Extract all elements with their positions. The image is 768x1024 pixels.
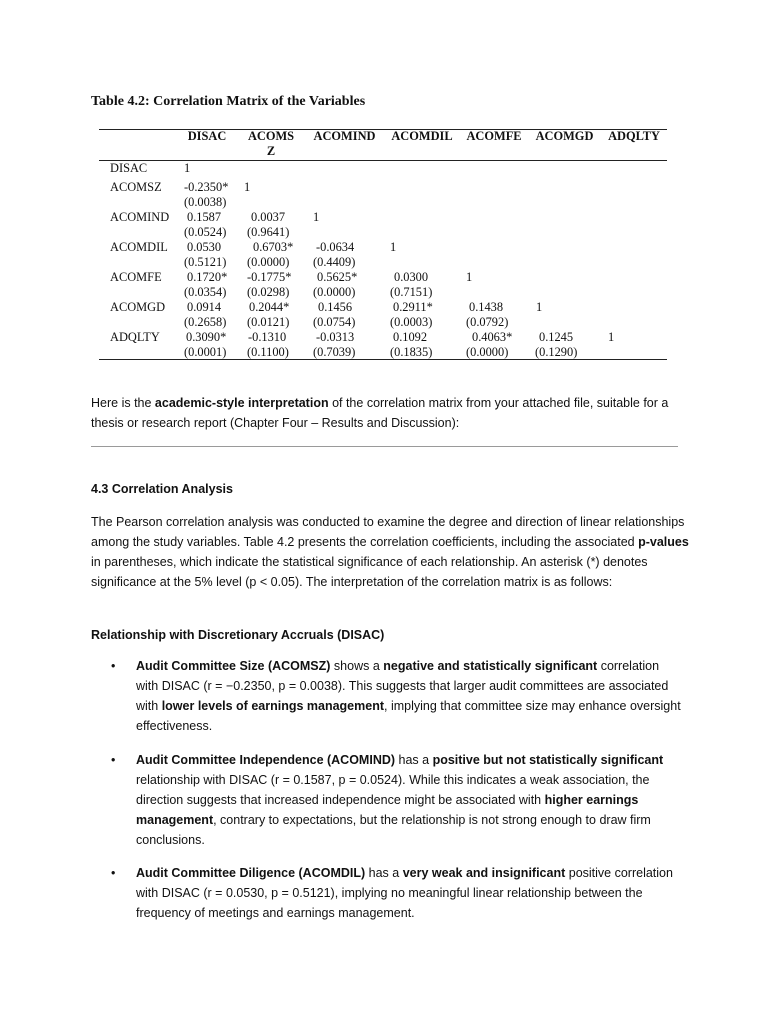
cell-r: 0.1456 — [318, 300, 353, 314]
cell-p: (0.9641) — [247, 225, 290, 239]
col-header-acomind: ACOMIND — [313, 129, 376, 143]
cell-p: (0.0524) — [184, 225, 227, 239]
cell-r: -0.1310 — [248, 330, 287, 344]
row-label-adqlty: ADQLTY — [110, 330, 160, 344]
row-label-acomsz: ACOMSZ — [110, 180, 162, 194]
row-label-acomind: ACOMIND — [110, 210, 170, 224]
cell-r: 0.4063* — [472, 330, 513, 344]
cell-r: 0.0530 — [187, 240, 222, 254]
cell-p: (0.7039) — [313, 345, 356, 359]
intro-emphasis: academic-style interpretation — [154, 396, 329, 410]
cell-r: 0.2044* — [249, 300, 290, 314]
cell-r: 1 — [313, 210, 320, 224]
cell-p: (0.2658) — [184, 315, 227, 329]
row-label-disac: DISAC — [110, 161, 148, 175]
col-header-acomgd: ACOMGD — [535, 129, 594, 143]
item-emphasis: higher earnings management — [136, 793, 639, 827]
cell-r: 0.1587 — [187, 210, 222, 224]
cell-r: 1 — [608, 330, 615, 344]
cell-r: 1 — [390, 240, 397, 254]
cell-r: 0.3090* — [186, 330, 227, 344]
col-header-acomfe: ACOMFE — [466, 129, 522, 143]
bullet-icon: • — [111, 659, 116, 673]
list-item — [91, 750, 681, 850]
cell-r: -0.0313 — [316, 330, 355, 344]
cell-p: (0.0003) — [390, 315, 433, 329]
list-item — [91, 863, 681, 923]
cell-p: (0.4409) — [313, 255, 356, 269]
cell-p: (0.5121) — [184, 255, 227, 269]
row-label-acomdil: ACOMDIL — [110, 240, 168, 254]
cell-p: (0.0121) — [247, 315, 290, 329]
cell-r: 0.2911* — [393, 300, 433, 314]
item-text: has a — [395, 753, 433, 767]
cell-r: -0.0634 — [316, 240, 355, 254]
cell-p: (0.0000) — [466, 345, 509, 359]
item-text: , implying that committee size may enhance oversight effectiveness. — [136, 699, 681, 733]
item-emphasis: negative and statistically significant — [383, 659, 598, 673]
variable-name: Audit Committee Diligence (ACOMDIL) — [136, 866, 366, 880]
paragraph-emphasis: p-values — [638, 535, 689, 549]
item-text: , contrary to expectations, but the relationship is not strong enough to draw firm conclusions. — [136, 813, 651, 847]
cell-p: (0.0298) — [247, 285, 290, 299]
variable-name: Audit Committee Independence (ACOMIND) — [136, 753, 396, 767]
cell-p: (0.1100) — [247, 345, 289, 359]
paragraph-text: The Pearson correlation analysis was conducted to examine the degree and direction of linear relationships among the study variables. Table 4.2 presents the correlation coefficients, including the associated — [91, 515, 685, 549]
cell-r: 0.0300 — [394, 270, 429, 284]
cell-r: 1 — [466, 270, 473, 284]
item-emphasis: positive but not statistically significant — [432, 753, 664, 767]
intro-text: of the correlation matrix from your attached file, suitable for a thesis or research report (Chapter Four – Results and Discussion): — [91, 396, 669, 430]
item-text: has a — [365, 866, 403, 880]
list-item — [91, 656, 681, 736]
intro-paragraph — [91, 393, 691, 433]
cell-p: (0.0000) — [313, 285, 356, 299]
paragraph-text: in parentheses, which indicate the statistical significance of each relationship. An asterisk (*) denotes significance at the 5% level (p < 0.05). The interpretation of the correlation matrix is as follows: — [91, 555, 648, 589]
subheading: Relationship with Discretionary Accruals (DISAC) — [91, 628, 385, 642]
cell-r: 0.1720* — [187, 270, 228, 284]
interpretation-list — [91, 656, 681, 923]
cell-r: 0.1438 — [469, 300, 504, 314]
section-heading: 4.3 Correlation Analysis — [91, 482, 233, 496]
cell-p: (0.1290) — [535, 345, 578, 359]
cell-p: (0.0000) — [247, 255, 290, 269]
item-emphasis: lower levels of earnings management — [161, 699, 384, 713]
cell-p: (0.0001) — [184, 345, 227, 359]
row-label-acomgd: ACOMGD — [110, 300, 166, 314]
cell-p: (0.0792) — [466, 315, 509, 329]
cell-r: 0.1245 — [539, 330, 574, 344]
cell-p: (0.7151) — [390, 285, 433, 299]
item-text: correlation with DISAC (r = −0.2350, p = 0.0038). This suggests that larger audit committees are associated with — [136, 659, 669, 713]
col-header-acomdil: ACOMDIL — [391, 129, 453, 143]
cell-r: 1 — [184, 161, 191, 175]
horizontal-divider — [91, 446, 678, 447]
cell-r: -0.1775* — [247, 270, 292, 284]
intro-text: Here is the — [91, 396, 155, 410]
cell-p: (0.1835) — [390, 345, 433, 359]
cell-r: -0.2350* — [184, 180, 229, 194]
bullet-icon: • — [111, 866, 116, 880]
cell-r: 0.0914 — [187, 300, 222, 314]
col-header-adqlty: ADQLTY — [608, 129, 660, 143]
table-title: Table 4.2: Correlation Matrix of the Variables — [91, 94, 366, 109]
cell-p: (0.0038) — [184, 195, 227, 209]
cell-r: 1 — [536, 300, 543, 314]
bullet-icon: • — [111, 753, 116, 767]
cell-r: 0.6703* — [253, 240, 294, 254]
cell-r: 0.1092 — [393, 330, 428, 344]
cell-r: 0.5625* — [317, 270, 358, 284]
col-header-acomsz: ACOMS Z — [247, 129, 295, 158]
item-text: shows a — [330, 659, 384, 673]
analysis-paragraph — [91, 512, 691, 592]
cell-r: 0.0037 — [251, 210, 286, 224]
item-text: positive correlation with DISAC (r = 0.0530, p = 0.5121), implying no meaningful linear relationship between the frequency of meetings and earnings management. — [136, 866, 673, 920]
cell-p: (0.0754) — [313, 315, 356, 329]
variable-name: Audit Committee Size (ACOMSZ) — [136, 659, 331, 673]
item-text: relationship with DISAC (r = 0.1587, p = 0.0524). While this indicates a weak association, the direction suggests that increased independence might be associated with — [136, 773, 650, 807]
item-emphasis: very weak and insignificant — [402, 866, 566, 880]
cell-p: (0.0354) — [184, 285, 227, 299]
cell-r: 1 — [244, 180, 251, 194]
row-label-acomfe: ACOMFE — [110, 270, 162, 284]
col-header-disac: DISAC — [187, 129, 227, 143]
